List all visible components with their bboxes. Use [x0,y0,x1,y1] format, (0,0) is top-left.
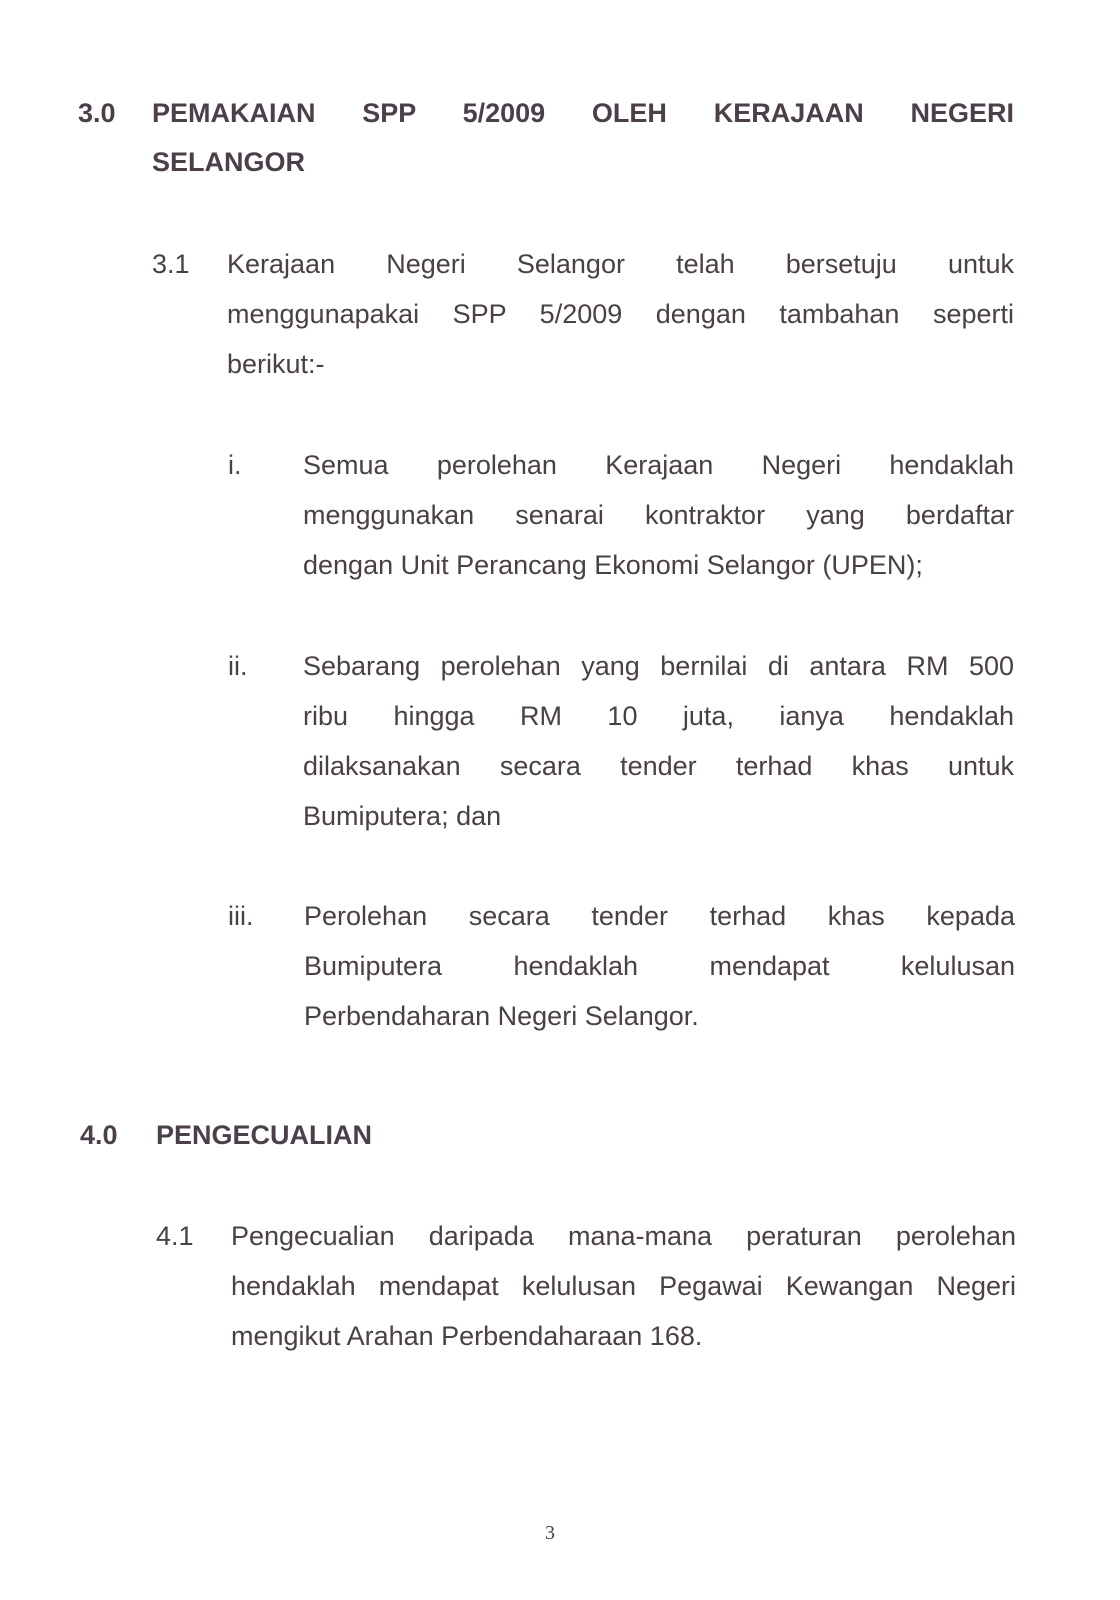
paragraph-4-1-line-1: Pengecualian daripada mana-mana peraturan perolehan [231,1221,1016,1251]
section-3-title-line-1: PEMAKAIAN SPP 5/2009 OLEH KERAJAAN NEGERI [152,98,1014,128]
paragraph-3-1-line-2: menggunapakai SPP 5/2009 dengan tambahan seperti [227,299,1014,329]
item-i-line-2: menggunakan senarai kontraktor yang berdaftar [303,500,1014,530]
section-3-title-line-2: SELANGOR [152,147,306,177]
item-iii-line-3: Perbendaharan Negeri Selangor. [304,1001,699,1031]
item-ii-line-4: Bumiputera; dan [303,801,502,831]
item-ii-numeral: ii. [228,651,248,681]
item-ii-line-1: Sebarang perolehan yang bernilai di antara RM 500 [303,651,1014,681]
paragraph-4-1-line-2: hendaklah mendapat kelulusan Pegawai Kewangan Negeri [231,1271,1016,1301]
item-ii-line-2: ribu hingga RM 10 juta, ianya hendaklah [303,701,1014,731]
item-iii-numeral: iii. [228,901,254,931]
item-iii-line-1: Perolehan secara tender terhad khas kepada [304,901,1015,931]
item-ii-line-3: dilaksanakan secara tender terhad khas untuk [303,751,1014,781]
item-i-line-1: Semua perolehan Kerajaan Negeri hendaklah [303,450,1014,480]
page-number: 3 [545,1522,555,1544]
section-4-title: PENGECUALIAN [156,1120,373,1150]
paragraph-4-1-line-3: mengikut Arahan Perbendaharaan 168. [231,1321,703,1351]
item-i-numeral: i. [228,450,242,480]
paragraph-4-1-number: 4.1 [156,1221,194,1251]
item-iii-line-2: Bumiputera hendaklah mendapat kelulusan [304,951,1015,981]
paragraph-3-1-number: 3.1 [152,249,190,279]
item-i-line-3: dengan Unit Perancang Ekonomi Selangor (UPEN); [303,550,923,580]
paragraph-3-1-line-1: Kerajaan Negeri Selangor telah bersetuju untuk [227,249,1014,279]
section-4-number: 4.0 [80,1120,118,1150]
paragraph-3-1-line-3: berikut:- [227,349,325,379]
section-3-number: 3.0 [78,98,116,128]
